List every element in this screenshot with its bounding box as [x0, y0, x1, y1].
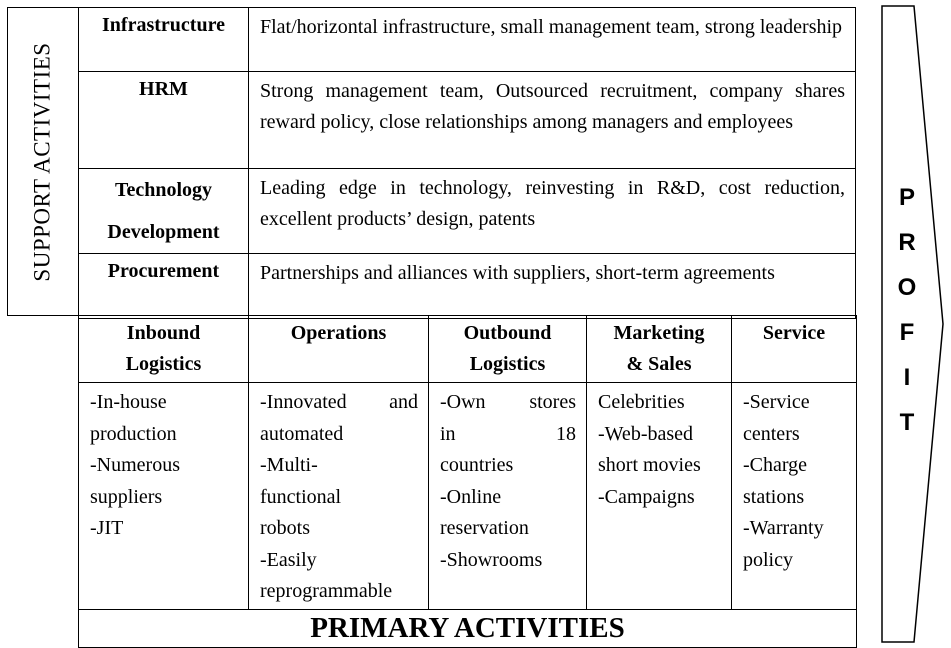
primary-header-row — [79, 316, 857, 383]
list-item: -In-house — [90, 391, 167, 413]
support-activities-label: SUPPORT ACTIVITIES — [30, 41, 55, 282]
profit-letter: F — [899, 319, 915, 346]
support-activities-table — [78, 7, 856, 319]
list-item: -Campaigns — [598, 485, 695, 508]
support-text-technology-development: Leading edge in technology, reinvesting in R&D, cost reduction, excellent products’ design, patents — [249, 169, 856, 254]
primary-activities-label: PRIMARY ACTIVITIES — [79, 610, 857, 648]
primary-body-outbound-logistics — [429, 383, 587, 610]
list-item: -Showrooms — [440, 548, 543, 571]
list-item: reprogrammable — [260, 580, 393, 602]
list-item: automated — [260, 422, 344, 445]
support-label-development: Development — [107, 221, 220, 243]
primary-head-line: Inbound — [126, 322, 201, 344]
list-item: suppliers — [90, 485, 163, 508]
list-item: Celebrities — [598, 391, 685, 413]
support-row-hrm — [79, 72, 856, 169]
support-label-infrastructure: Infrastructure — [79, 8, 249, 72]
list-item: -Own stores — [440, 391, 576, 413]
list-item: robots — [260, 517, 310, 539]
support-text-procurement: Partnerships and alliances with suppliers, short-term agreements — [249, 254, 856, 319]
profit-letter: I — [903, 364, 911, 391]
support-activities-label-area — [7, 7, 79, 316]
support-text-infrastructure: Flat/horizontal infrastructure, small management team, strong leadership — [249, 8, 856, 72]
primary-head-operations — [249, 316, 429, 383]
primary-head-outbound-logistics — [429, 316, 587, 383]
primary-head-line: Outbound — [463, 322, 552, 344]
list-item: centers — [743, 422, 800, 445]
profit-letter: P — [898, 184, 915, 211]
primary-head-line: & Sales — [626, 353, 692, 375]
primary-head-line: Service — [762, 322, 826, 344]
list-item: -JIT — [90, 517, 124, 539]
list-item: -Multi- — [260, 454, 318, 476]
list-item: -Warranty — [743, 517, 824, 539]
list-item: reservation — [440, 517, 529, 539]
support-row-infrastructure — [79, 8, 856, 72]
list-item: stations — [743, 485, 805, 508]
profit-letter: T — [899, 409, 915, 436]
support-label-hrm: HRM — [79, 72, 249, 169]
primary-body-row — [79, 383, 857, 610]
list-item: -Easily — [260, 548, 317, 571]
list-item: production — [90, 422, 177, 445]
primary-head-line: Logistics — [125, 353, 202, 375]
primary-head-service — [732, 316, 857, 383]
list-item: -Service — [743, 391, 810, 413]
list-item: policy — [743, 548, 793, 571]
primary-footer-row — [79, 610, 857, 648]
primary-head-inbound-logistics — [79, 316, 249, 383]
list-item: in 18 — [440, 422, 576, 445]
primary-body-marketing-sales — [587, 383, 732, 610]
support-row-technology-development — [79, 169, 856, 254]
primary-body-service — [732, 383, 857, 610]
list-item: -Web-based — [598, 422, 694, 445]
list-item: short movies — [598, 454, 701, 476]
list-item: -Charge — [743, 454, 808, 476]
profit-letter: R — [898, 229, 916, 256]
primary-head-marketing-sales — [587, 316, 732, 383]
profit-label — [893, 184, 921, 454]
support-text-hrm: Strong management team, Outsourced recruitment, company shares reward policy, close relationships among managers and employees — [249, 72, 856, 169]
primary-body-inbound-logistics — [79, 383, 249, 610]
primary-head-line: Operations — [290, 322, 387, 344]
primary-activities-table — [78, 315, 857, 648]
support-label-procurement: Procurement — [79, 254, 249, 319]
support-label-technology-development — [79, 169, 249, 254]
support-label-technology: Technology — [114, 179, 213, 201]
list-item: -Numerous — [90, 454, 180, 476]
primary-body-operations — [249, 383, 429, 610]
primary-head-line: Marketing — [613, 322, 705, 344]
primary-head-line: Logistics — [469, 353, 546, 375]
list-item: -Innovated and — [260, 391, 418, 413]
list-item: -Online — [440, 485, 502, 508]
list-item: functional — [260, 485, 342, 508]
list-item: countries — [440, 454, 514, 476]
support-row-procurement — [79, 254, 856, 319]
profit-letter: O — [897, 274, 917, 301]
